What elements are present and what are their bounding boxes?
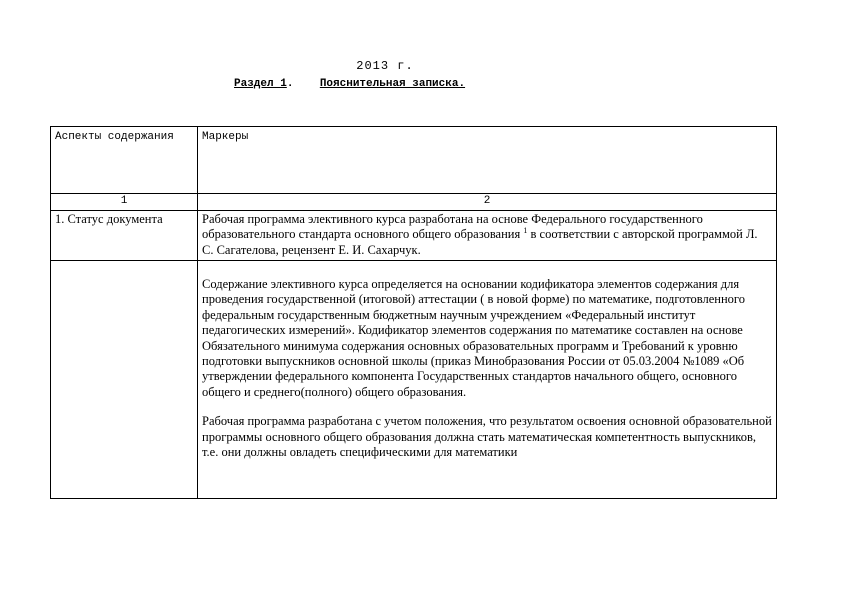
section-label: Раздел 1 (234, 78, 287, 90)
table-header-row (51, 127, 777, 194)
column-number-1: 1 (51, 194, 198, 211)
row1-aspect-cell (51, 211, 198, 261)
column-number-row (51, 194, 777, 211)
table-row (51, 211, 777, 261)
row1-text-end: в соответствии с авторской программой Л. С. Сагателова, рецензент Е. И. Сахарчук. (202, 227, 758, 257)
row2-marker-cell (198, 261, 777, 499)
paragraph-competence: Рабочая программа разработана с учетом положения, что результатом освоения основной образовательной программы основного общего образования должна стать математическая компетентность выпускников, т.е. они должны овладеть специфическими для математики (202, 414, 772, 460)
table-row (51, 261, 777, 499)
row1-aspect-label: 1. Статус документа (55, 212, 163, 226)
column-number-2: 2 (198, 194, 777, 211)
row1-text-start: Рабочая программа элективного курса разработана на основе Федерального государственного образовательного стандарта основного общего образования (202, 212, 703, 242)
header-markers-cell (198, 127, 777, 194)
row2-aspect-cell (51, 261, 198, 499)
section-title: Пояснительная записка. (319, 78, 466, 90)
content-table (50, 126, 777, 499)
section-heading (234, 78, 465, 90)
paragraph-codifier: Содержание элективного курса определяется на основании кодификатора элементов содержания для проведения государственной (итоговой) аттестации ( в новой форме) по математике, подготовленного федеральным государственным бюджетным научным учреждением «Федеральный институт педагогических измерений». Кодификатор элементов содержания по математике составлен на основе Обязательного минимума содержания основных образовательных программ и Требований к уровню подготовки выпускников основной школы (приказ Минобразования России от 05.03.2004 №1089 «Об утверждении федерального компонента Государственных стандартов начального общего, основного общего и среднего(полного) общего образования. (202, 277, 745, 399)
row1-marker-cell (198, 211, 777, 261)
header-aspects-cell (51, 127, 198, 194)
header-markers-label: Маркеры (202, 131, 249, 143)
footnote-marker: 1 (523, 226, 528, 236)
section-separator: . (286, 78, 294, 90)
document-year: 2013 г. (356, 59, 414, 73)
header-aspects-label: Аспекты содержания (55, 131, 174, 143)
